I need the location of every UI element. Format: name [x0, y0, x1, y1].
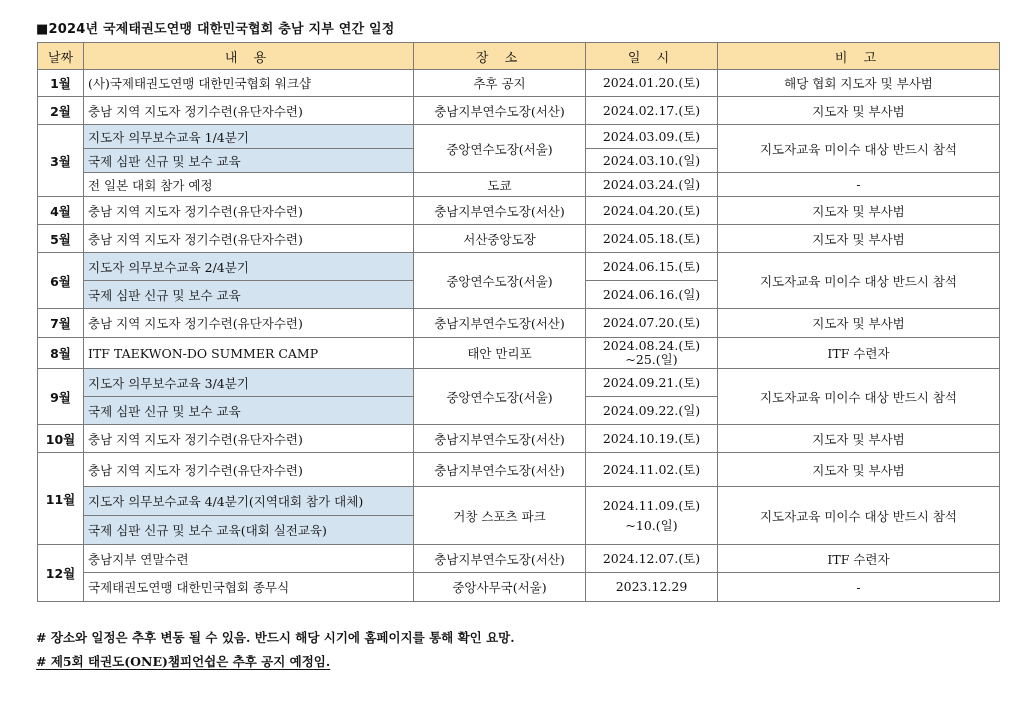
- header-month: 날짜: [38, 43, 84, 70]
- date-line: ~25.(일): [625, 352, 678, 367]
- place-cell: 추후 공지: [414, 70, 586, 97]
- content-cell: 충남 지역 지도자 정기수련(유단자수련): [84, 97, 414, 125]
- month-cell: 2월: [38, 97, 84, 125]
- date-cell: 2024.11.02.(토): [586, 453, 718, 487]
- content-cell: 충남 지역 지도자 정기수련(유단자수련): [84, 425, 414, 453]
- note-cell: -: [718, 173, 1000, 197]
- date-cell: 2024.12.07.(토): [586, 545, 718, 573]
- date-cell: 2024.03.24.(일): [586, 173, 718, 197]
- place-cell: 중앙연수도장(서울): [414, 253, 586, 309]
- place-cell: 중앙연수도장(서울): [414, 369, 586, 425]
- note-cell: 지도자 및 부사범: [718, 453, 1000, 487]
- place-cell: 충남지부연수도장(서산): [414, 97, 586, 125]
- month-cell: 12월: [38, 545, 84, 602]
- date-cell: 2024.03.10.(일): [586, 149, 718, 173]
- date-cell: 2024.10.19.(토): [586, 425, 718, 453]
- place-cell: 충남지부연수도장(서산): [414, 453, 586, 487]
- table-row: [38, 545, 1000, 573]
- date-line: 2024.11.09.(토): [602, 497, 701, 513]
- place-cell: 충남지부연수도장(서산): [414, 197, 586, 225]
- date-cell: 2024.03.09.(토): [586, 125, 718, 149]
- date-cell: 2024.06.16.(일): [586, 281, 718, 309]
- table-row: [38, 425, 1000, 453]
- date-cell: 2024.09.22.(일): [586, 397, 718, 425]
- place-cell: 태안 만리포: [414, 338, 586, 369]
- place-cell: 서산중앙도장: [414, 225, 586, 253]
- table-row: [38, 453, 1000, 487]
- table-row: [38, 573, 1000, 602]
- content-cell: 충남 지역 지도자 정기수련(유단자수련): [84, 197, 414, 225]
- place-cell: 충남지부연수도장(서산): [414, 309, 586, 338]
- note-cell: 지도자 및 부사범: [718, 197, 1000, 225]
- note-cell: ITF 수련자: [718, 545, 1000, 573]
- note-cell: 지도자 및 부사범: [718, 425, 1000, 453]
- note-cell: 지도자교육 미이수 대상 반드시 참석: [718, 253, 1000, 309]
- content-cell: 충남 지역 지도자 정기수련(유단자수련): [84, 225, 414, 253]
- date-cell: 2024.09.21.(토): [586, 369, 718, 397]
- date-cell: 2024.01.20.(토): [586, 70, 718, 97]
- content-cell: ITF TAEKWON-DO SUMMER CAMP: [84, 338, 414, 369]
- header-content: 내 용: [84, 43, 414, 70]
- table-row: [38, 125, 1000, 149]
- month-cell: 9월: [38, 369, 84, 425]
- date-cell: 2023.12.29: [586, 573, 718, 602]
- date-cell: [586, 338, 718, 369]
- content-cell: 충남 지역 지도자 정기수련(유단자수련): [84, 453, 414, 487]
- content-cell: 지도자 의무보수교육 1/4분기: [84, 125, 414, 149]
- header-note: 비 고: [718, 43, 1000, 70]
- date-line: ~10.(일): [625, 517, 678, 533]
- place-cell: 충남지부연수도장(서산): [414, 425, 586, 453]
- table-row: [38, 309, 1000, 338]
- note-cell: 지도자교육 미이수 대상 반드시 참석: [718, 125, 1000, 173]
- note-cell: -: [718, 573, 1000, 602]
- content-cell: 국제 심판 신규 및 보수 교육: [84, 149, 414, 173]
- place-cell: 충남지부연수도장(서산): [414, 545, 586, 573]
- footer-note-1: # 장소와 일정은 추후 변동 될 수 있음. 반드시 해당 시기에 홈페이지를 통해 확인 요망.: [36, 630, 515, 645]
- schedule-table: [37, 42, 1000, 602]
- month-cell: 6월: [38, 253, 84, 309]
- table-row: [38, 197, 1000, 225]
- note-cell: 지도자 및 부사범: [718, 225, 1000, 253]
- table-row: [38, 369, 1000, 397]
- month-cell: 1월: [38, 70, 84, 97]
- content-cell: 전 일본 대회 참가 예정: [84, 173, 414, 197]
- table-row: [38, 487, 1000, 516]
- table-header-row: [38, 43, 1000, 70]
- month-cell: 11월: [38, 453, 84, 545]
- document-title: ■2024년 국제태권도연맹 대한민국협회 충남 지부 연간 일정: [36, 22, 395, 37]
- note-cell: 지도자 및 부사범: [718, 97, 1000, 125]
- date-cell: 2024.02.17.(토): [586, 97, 718, 125]
- table-row: [38, 173, 1000, 197]
- content-cell: 지도자 의무보수교육 2/4분기: [84, 253, 414, 281]
- content-cell: 지도자 의무보수교육 4/4분기(지역대회 참가 대체): [84, 487, 414, 516]
- table-row: [38, 253, 1000, 281]
- table-row: [38, 97, 1000, 125]
- header-place: 장 소: [414, 43, 586, 70]
- date-cell: 2024.05.18.(토): [586, 225, 718, 253]
- month-cell: 5월: [38, 225, 84, 253]
- table-row: [38, 225, 1000, 253]
- place-cell: 중앙연수도장(서울): [414, 125, 586, 173]
- content-cell: 국제태권도연맹 대한민국협회 종무식: [84, 573, 414, 602]
- table-row: [38, 70, 1000, 97]
- table-row: [38, 338, 1000, 369]
- date-cell: [586, 487, 718, 545]
- month-cell: 10월: [38, 425, 84, 453]
- month-cell: 7월: [38, 309, 84, 338]
- content-cell: (사)국제태권도연맹 대한민국협회 워크샵: [84, 70, 414, 97]
- content-cell: 국제 심판 신규 및 보수 교육: [84, 397, 414, 425]
- month-cell: 8월: [38, 338, 84, 369]
- note-cell: ITF 수련자: [718, 338, 1000, 369]
- content-cell: 충남 지역 지도자 정기수련(유단자수련): [84, 309, 414, 338]
- place-cell: 거창 스포츠 파크: [414, 487, 586, 545]
- month-cell: 3월: [38, 125, 84, 197]
- header-date: 일 시: [586, 43, 718, 70]
- note-cell: 지도자 및 부사범: [718, 309, 1000, 338]
- place-cell: 도쿄: [414, 173, 586, 197]
- note-cell: 지도자교육 미이수 대상 반드시 참석: [718, 487, 1000, 545]
- date-cell: 2024.04.20.(토): [586, 197, 718, 225]
- date-cell: 2024.07.20.(토): [586, 309, 718, 338]
- date-line: 2024.08.24.(토): [602, 338, 701, 353]
- content-cell: 국제 심판 신규 및 보수 교육: [84, 281, 414, 309]
- content-cell: 국제 심판 신규 및 보수 교육(대회 실전교육): [84, 516, 414, 545]
- month-cell: 4월: [38, 197, 84, 225]
- note-cell: 해당 협회 지도자 및 부사범: [718, 70, 1000, 97]
- content-cell: 충남지부 연말수련: [84, 545, 414, 573]
- note-cell: 지도자교육 미이수 대상 반드시 참석: [718, 369, 1000, 425]
- footer-note-2: # 제5회 태권도(ONE)챔피언쉽은 추후 공지 예정임.: [36, 654, 331, 669]
- date-cell: 2024.06.15.(토): [586, 253, 718, 281]
- content-cell: 지도자 의무보수교육 3/4분기: [84, 369, 414, 397]
- place-cell: 중앙사무국(서울): [414, 573, 586, 602]
